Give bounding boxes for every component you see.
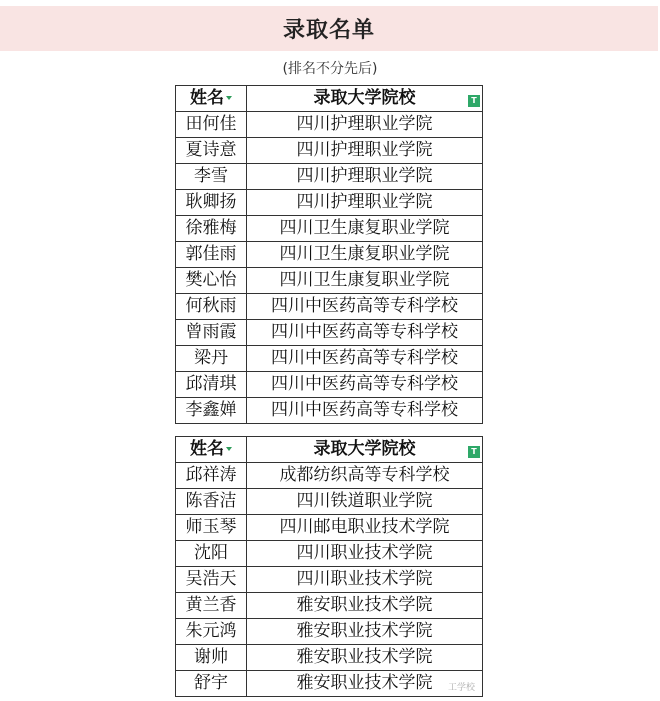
student-name-cell[interactable]: 曾雨霞	[176, 320, 247, 346]
school-name-cell[interactable]: 四川铁道职业学院	[247, 489, 483, 515]
table-row	[176, 138, 483, 164]
column-header-school	[247, 86, 483, 112]
student-name-cell[interactable]: 吴浩天	[176, 567, 247, 593]
student-name-cell[interactable]: 梁丹	[176, 346, 247, 372]
column-header-name-label: 姓名	[190, 439, 224, 459]
column-header-school-label: 录取大学院校	[313, 88, 416, 108]
page-subtitle: (排名不分先后)	[282, 61, 378, 77]
student-name-cell[interactable]: 耿卿扬	[176, 190, 247, 216]
student-name-cell[interactable]: 郭佳雨	[176, 242, 247, 268]
table-filter-icon[interactable]: T	[468, 446, 480, 458]
student-name-cell[interactable]: 朱元鸿	[176, 619, 247, 645]
column-header-school-label: 录取大学院校	[313, 439, 416, 459]
watermark-text: 工学校	[448, 683, 476, 693]
school-name-cell[interactable]: 成都纺织高等专科学校	[247, 463, 483, 489]
table-row	[176, 164, 483, 190]
table-row	[176, 619, 483, 645]
table-row	[176, 515, 483, 541]
admission-table-2	[175, 436, 483, 697]
school-name-cell[interactable]: 雅安职业技术学院	[247, 619, 483, 645]
table-row	[176, 593, 483, 619]
school-name-cell[interactable]: 四川中医药高等专科学校	[247, 294, 483, 320]
school-name-cell[interactable]: 四川护理职业学院	[247, 112, 483, 138]
table-row	[176, 294, 483, 320]
school-name-cell[interactable]: 四川邮电职业技术学院	[247, 515, 483, 541]
school-name-cell[interactable]: 四川中医药高等专科学校	[247, 346, 483, 372]
student-name-cell[interactable]: 舒宇	[176, 671, 247, 697]
table-row	[176, 112, 483, 138]
table-row	[176, 346, 483, 372]
school-name-cell[interactable]: 四川卫生康复职业学院	[247, 216, 483, 242]
table-row	[176, 567, 483, 593]
student-name-cell[interactable]: 李雪	[176, 164, 247, 190]
table-row	[176, 216, 483, 242]
sort-dropdown-icon[interactable]	[226, 96, 232, 100]
column-header-name[interactable]	[176, 86, 247, 112]
student-name-cell[interactable]: 樊心怡	[176, 268, 247, 294]
title-band	[0, 6, 658, 51]
school-name-cell[interactable]: 四川护理职业学院	[247, 138, 483, 164]
school-name-cell[interactable]: 雅安职业技术学院	[247, 593, 483, 619]
student-name-cell[interactable]: 谢帅	[176, 645, 247, 671]
student-name-cell[interactable]: 邱清琪	[176, 372, 247, 398]
table-row	[176, 268, 483, 294]
table-row	[176, 320, 483, 346]
table-row	[176, 463, 483, 489]
school-name-cell[interactable]: 四川中医药高等专科学校	[247, 398, 483, 424]
student-name-cell[interactable]: 夏诗意	[176, 138, 247, 164]
table-row	[176, 489, 483, 515]
admission-table-1	[175, 85, 483, 424]
school-name-cell[interactable]: 四川护理职业学院	[247, 164, 483, 190]
student-name-cell[interactable]: 陈香洁	[176, 489, 247, 515]
table-header-row	[176, 437, 483, 463]
student-name-cell[interactable]: 徐雅梅	[176, 216, 247, 242]
table-header-row	[176, 86, 483, 112]
table-body	[176, 463, 483, 697]
student-name-cell[interactable]: 李鑫婵	[176, 398, 247, 424]
student-name-cell[interactable]: 黄兰香	[176, 593, 247, 619]
table-body	[176, 112, 483, 424]
page-title: 录取名单	[282, 18, 375, 43]
school-name-cell[interactable]: 四川中医药高等专科学校	[247, 372, 483, 398]
school-name-cell[interactable]: 四川护理职业学院	[247, 190, 483, 216]
student-name-cell[interactable]: 沈阳	[176, 541, 247, 567]
school-name-cell[interactable]: 四川卫生康复职业学院	[247, 268, 483, 294]
student-name-cell[interactable]: 邱祥涛	[176, 463, 247, 489]
student-name-cell[interactable]: 何秋雨	[176, 294, 247, 320]
school-name-cell[interactable]: 雅安职业技术学院	[247, 645, 483, 671]
school-name-cell[interactable]: 四川职业技术学院	[247, 567, 483, 593]
table-row	[176, 190, 483, 216]
table-row	[176, 645, 483, 671]
student-name-cell[interactable]: 师玉琴	[176, 515, 247, 541]
column-header-school	[247, 437, 483, 463]
sort-dropdown-icon[interactable]	[226, 447, 232, 451]
school-name-cell[interactable]: 雅安职业技术学院	[247, 671, 483, 697]
school-name-cell[interactable]: 四川卫生康复职业学院	[247, 242, 483, 268]
table-row	[176, 541, 483, 567]
table-row	[176, 398, 483, 424]
column-header-name-label: 姓名	[190, 88, 224, 108]
column-header-name[interactable]	[176, 437, 247, 463]
table-row	[176, 671, 483, 697]
table-row	[176, 242, 483, 268]
school-name-cell[interactable]: 四川职业技术学院	[247, 541, 483, 567]
table-row	[176, 372, 483, 398]
student-name-cell[interactable]: 田何佳	[176, 112, 247, 138]
table-filter-icon[interactable]: T	[468, 95, 480, 107]
school-name-cell[interactable]: 四川中医药高等专科学校	[247, 320, 483, 346]
